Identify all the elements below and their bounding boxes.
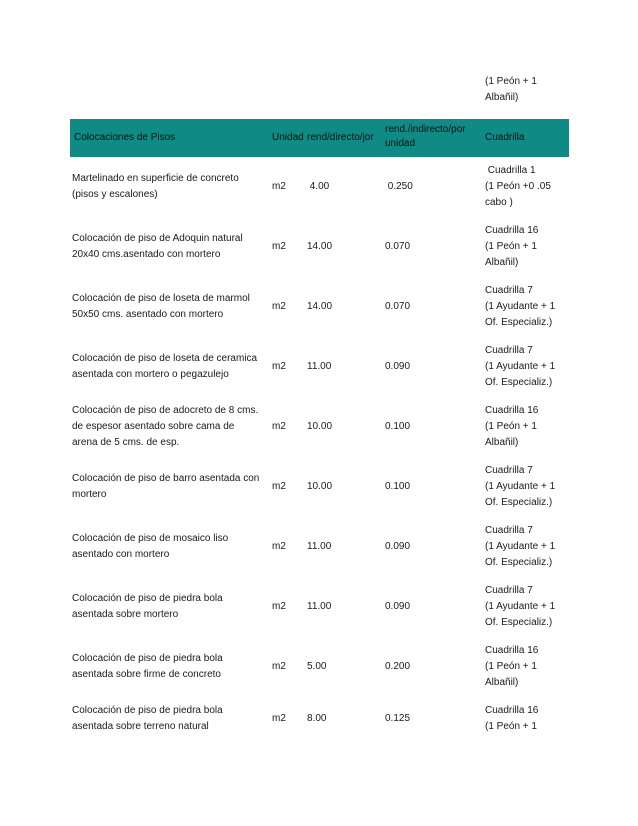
row-direct-yield: 8.00	[307, 713, 327, 724]
row-crew	[485, 463, 555, 511]
row-direct-yield: 11.00	[307, 361, 332, 372]
row-crew-line: Cuadrilla 16	[485, 405, 539, 416]
row-crew-line: (1 Peón + 1	[485, 661, 537, 672]
row-crew-line: Cuadrilla 7	[485, 285, 533, 296]
header-indirect-line: rend./indirecto/por	[385, 124, 466, 135]
row-description-line: Colocación de piso de piedra bola	[72, 593, 223, 604]
row-crew-line: (1 Ayudante + 1	[485, 541, 556, 552]
row-direct-yield: 4.00	[307, 181, 330, 192]
row-crew-line: Albañil)	[485, 677, 519, 688]
row-description-line: asentada con mortero o pegazulejo	[72, 369, 229, 380]
row-unit: m2	[272, 241, 286, 252]
top-note	[485, 74, 537, 106]
row-indirect-yield: 0.090	[385, 361, 411, 372]
row-indirect-yield: 0.200	[385, 661, 411, 672]
row-unit: m2	[272, 713, 286, 724]
row-description-line: Colocación de piso de mosaico liso	[72, 533, 229, 544]
table-header	[70, 119, 569, 157]
row-crew-line: Of. Especializ.)	[485, 497, 553, 508]
row-indirect-yield: 0.100	[385, 481, 411, 492]
row-crew-line: cabo )	[485, 197, 513, 208]
row-crew-line: (1 Ayudante + 1	[485, 301, 556, 312]
top-note-line: Albañil)	[485, 92, 519, 103]
row-crew	[485, 343, 555, 391]
row-description-line: Colocación de piso de loseta de marmol	[72, 293, 250, 304]
row-direct-yield: 11.00	[307, 601, 332, 612]
header-unit: Unidad	[272, 132, 304, 143]
row-description	[72, 591, 223, 623]
row-direct-yield: 10.00	[307, 421, 333, 432]
row-indirect-yield: 0.070	[385, 241, 411, 252]
row-unit: m2	[272, 601, 286, 612]
row-crew-line: (1 Peón + 1	[485, 421, 537, 432]
row-description	[72, 531, 228, 563]
row-description	[72, 351, 257, 383]
header-crew: Cuadrilla	[485, 132, 525, 143]
row-description-line: asentada sobre terreno natural	[72, 721, 209, 732]
row-crew-line: (1 Peón +0 .05	[485, 181, 551, 192]
row-crew-line: Of. Especializ.)	[485, 617, 553, 628]
row-description-line: 50x50 cms. asentado con mortero	[72, 309, 224, 320]
header-direct: rend/directo/jor	[307, 132, 374, 143]
row-description-line: (pisos y escalones)	[72, 189, 158, 200]
row-description-line: Colocación de piso de piedra bola	[72, 705, 223, 716]
row-description	[72, 291, 250, 323]
row-crew	[485, 283, 555, 331]
row-crew-line: (1 Ayudante + 1	[485, 361, 556, 372]
row-indirect-yield: 0.090	[385, 541, 411, 552]
row-unit: m2	[272, 421, 286, 432]
row-crew	[485, 403, 538, 451]
row-crew-line: Cuadrilla 7	[485, 345, 533, 356]
row-crew-line: Albañil)	[485, 257, 519, 268]
row-crew-line: Of. Especializ.)	[485, 377, 553, 388]
row-description-line: asentada sobre mortero	[72, 609, 179, 620]
row-crew-line: Cuadrilla 7	[485, 465, 533, 476]
row-crew-line: (1 Ayudante + 1	[485, 481, 556, 492]
row-crew-line: Cuadrilla 16	[485, 645, 539, 656]
row-description-line: asentada sobre firme de concreto	[72, 669, 221, 680]
row-indirect-yield: 0.250	[385, 181, 413, 192]
row-crew	[485, 223, 538, 271]
row-description	[72, 171, 239, 203]
row-unit: m2	[272, 361, 286, 372]
row-description-line: arena de 5 cms. de esp.	[72, 437, 180, 448]
row-crew-line: (1 Peón + 1	[485, 721, 537, 732]
header-description: Colocaciones de Pisos	[74, 132, 176, 143]
row-unit: m2	[272, 301, 286, 312]
header-indirect	[385, 123, 466, 151]
row-indirect-yield: 0.070	[385, 301, 411, 312]
row-description	[72, 651, 223, 683]
row-crew	[485, 703, 538, 735]
row-indirect-yield: 0.125	[385, 713, 411, 724]
row-description	[72, 471, 259, 503]
top-note-line: (1 Peón + 1	[485, 76, 537, 87]
row-crew-line: Cuadrilla 16	[485, 705, 539, 716]
row-direct-yield: 5.00	[307, 661, 327, 672]
row-unit: m2	[272, 661, 286, 672]
row-crew	[485, 583, 555, 631]
row-crew-line: Of. Especializ.)	[485, 557, 553, 568]
row-direct-yield: 10.00	[307, 481, 333, 492]
row-crew	[485, 163, 551, 211]
row-description-line: de espesor asentado sobre cama de	[72, 421, 235, 432]
row-description-line: Colocación de piso de piedra bola	[72, 653, 223, 664]
row-crew	[485, 523, 555, 571]
row-crew-line: Cuadrilla 7	[485, 585, 533, 596]
row-description-line: 20x40 cms.asentado con mortero	[72, 249, 221, 260]
row-description-line: mortero	[72, 489, 107, 500]
row-indirect-yield: 0.090	[385, 601, 411, 612]
row-direct-yield: 14.00	[307, 241, 333, 252]
header-indirect-line: unidad	[385, 138, 416, 149]
row-crew-line: Cuadrilla 16	[485, 225, 539, 236]
row-unit: m2	[272, 181, 286, 192]
row-description	[72, 403, 258, 451]
row-crew-line: Of. Especializ.)	[485, 317, 553, 328]
row-direct-yield: 11.00	[307, 541, 332, 552]
row-description-line: Martelinado en superficie de concreto	[72, 173, 239, 184]
row-description-line: asentado con mortero	[72, 549, 170, 560]
row-crew	[485, 643, 538, 691]
row-crew-line: (1 Ayudante + 1	[485, 601, 556, 612]
row-indirect-yield: 0.100	[385, 421, 411, 432]
row-crew-line: (1 Peón + 1	[485, 241, 537, 252]
row-crew-line: Cuadrilla 7	[485, 525, 533, 536]
row-description-line: Colocación de piso de Adoquin natural	[72, 233, 243, 244]
row-crew-line: Cuadrilla 1	[485, 165, 536, 176]
row-description-line: Colocación de piso de adocreto de 8 cms.	[72, 405, 259, 416]
row-description-line: Colocación de piso de loseta de ceramica	[72, 353, 258, 364]
row-description	[72, 231, 243, 263]
row-description-line: Colocación de piso de barro asentada con	[72, 473, 260, 484]
row-direct-yield: 14.00	[307, 301, 333, 312]
row-unit: m2	[272, 541, 286, 552]
row-unit: m2	[272, 481, 286, 492]
row-crew-line: Albañil)	[485, 437, 519, 448]
row-description	[72, 703, 223, 735]
